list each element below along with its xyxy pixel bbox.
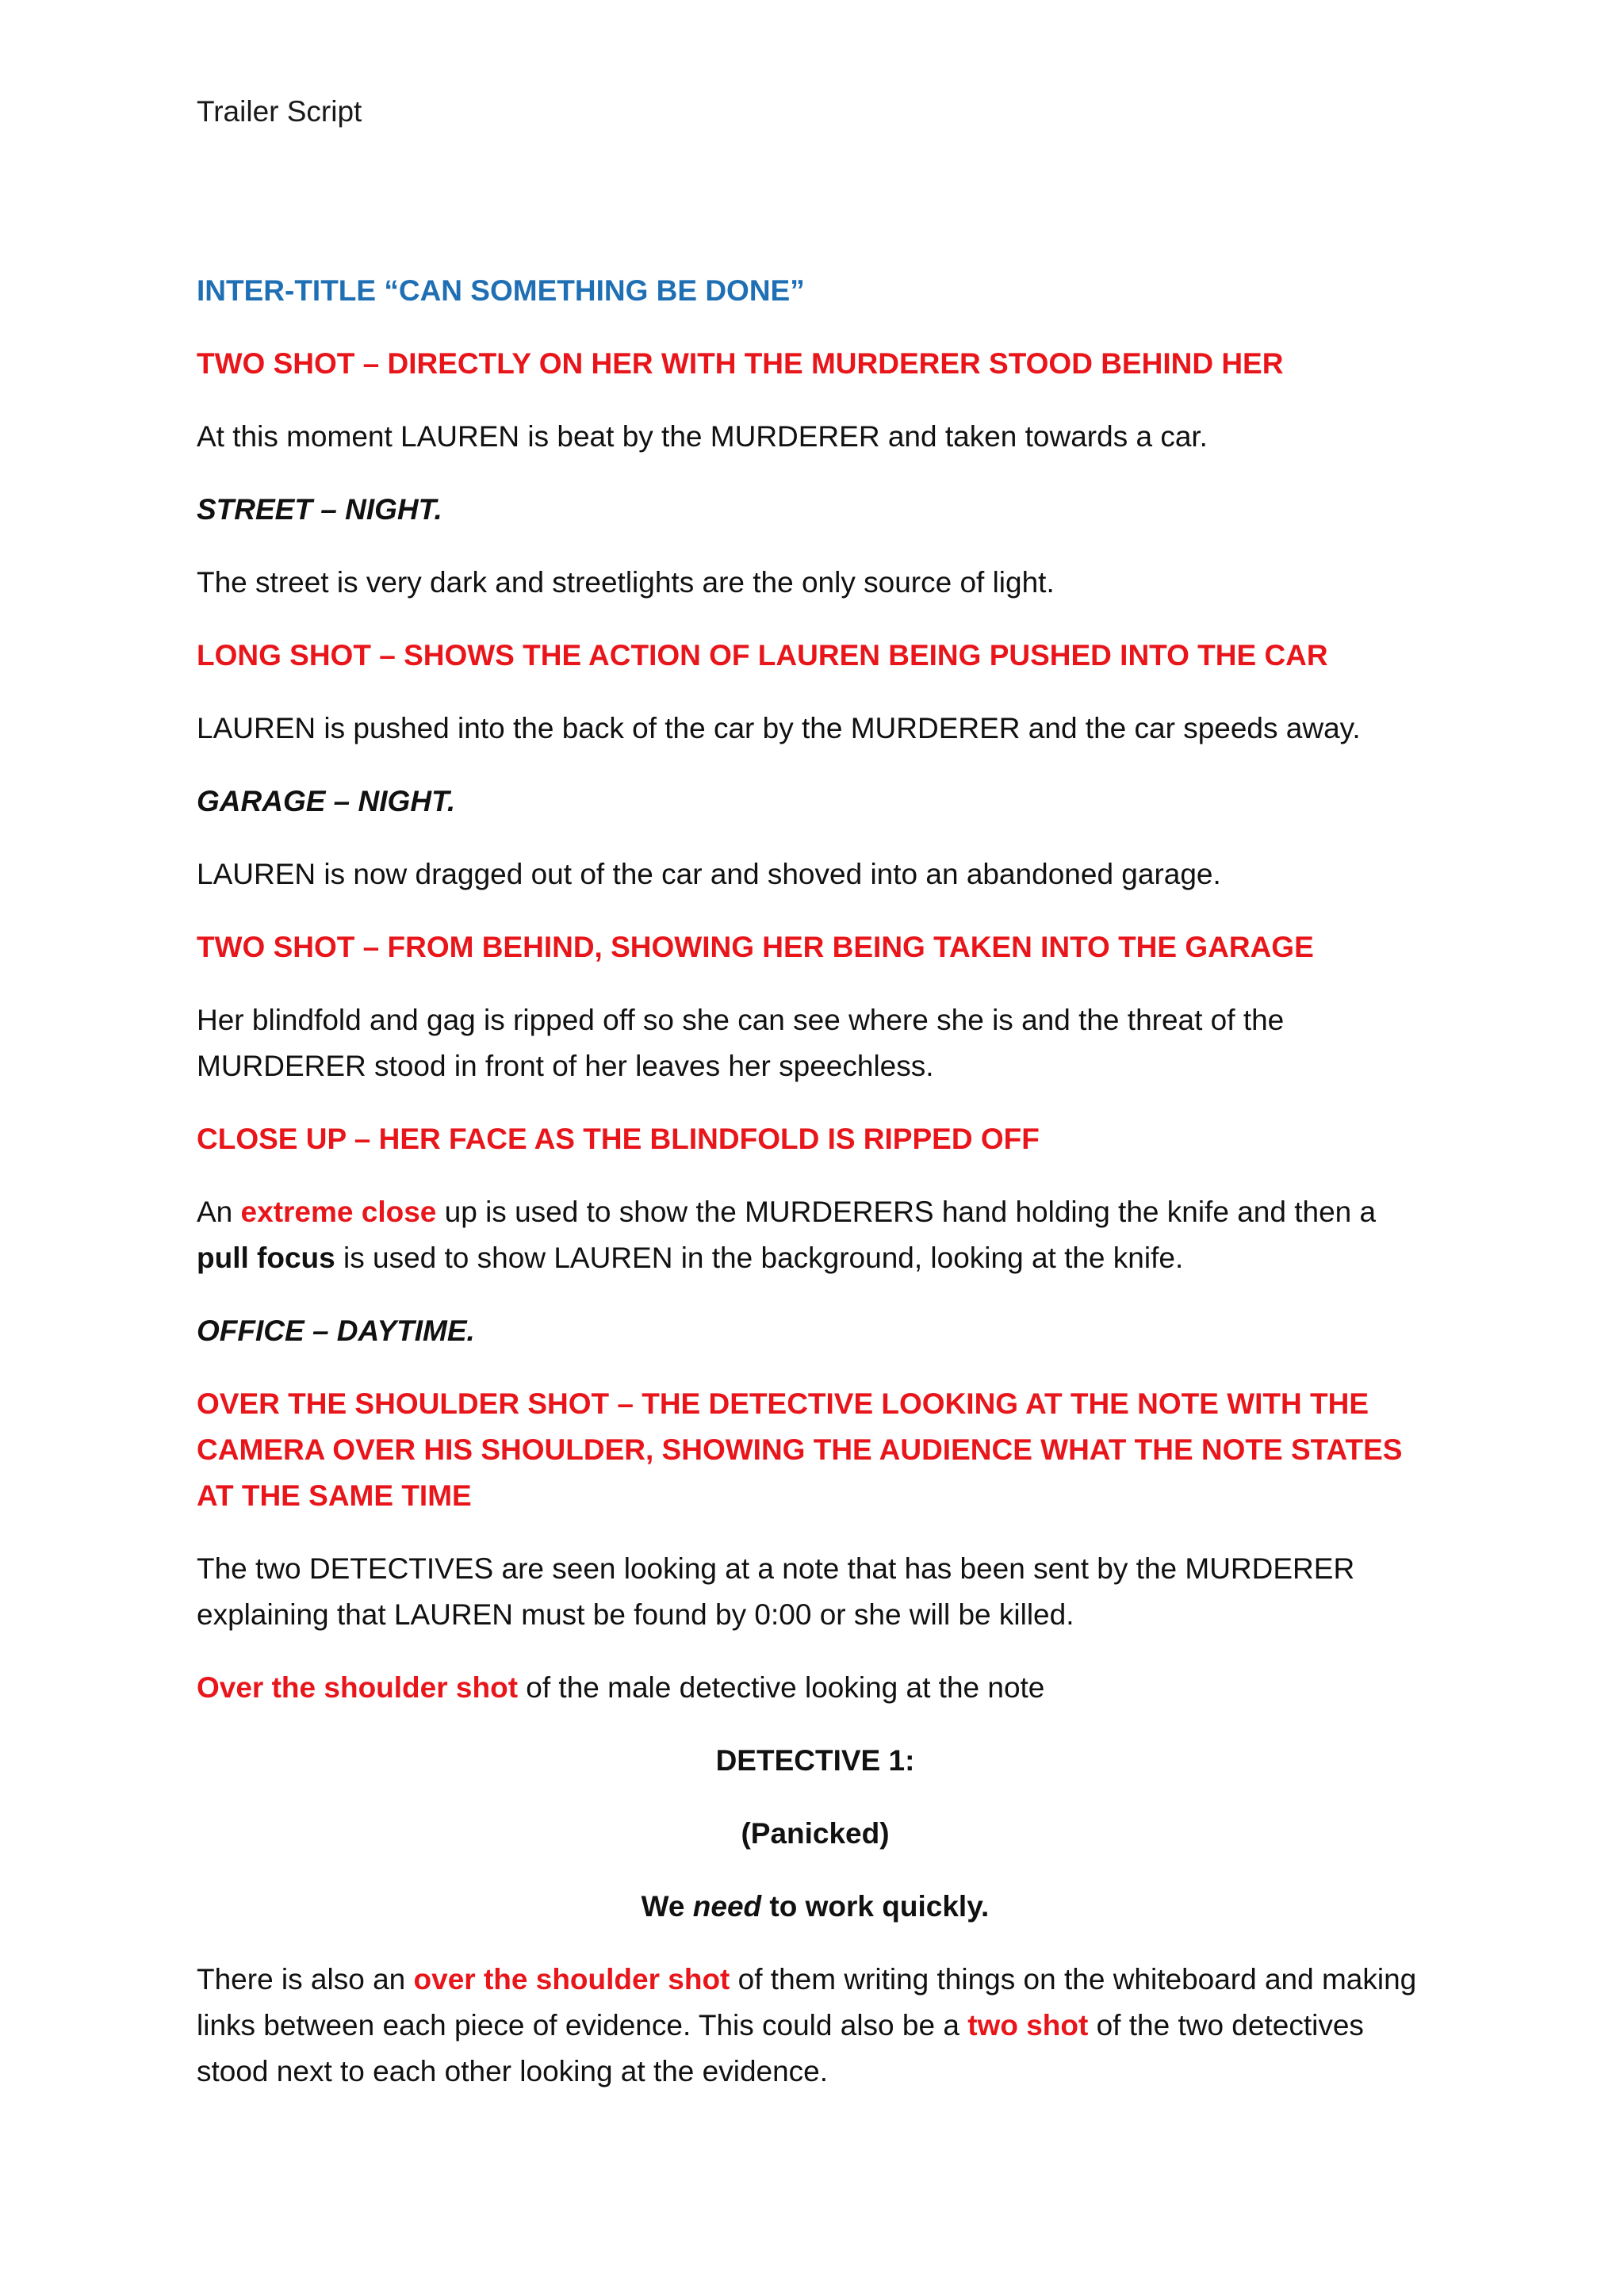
shot-term: over the shoulder shot [413, 1963, 730, 1996]
action-text: LAUREN is now dragged out of the car and shoved into an abandoned garage. [197, 858, 1221, 890]
scene-heading: OFFICE – DAYTIME. [197, 1314, 475, 1347]
parenthetical: (Panicked) [741, 1817, 890, 1850]
text-run: is used to show LAUREN in the background, looking at the knife. [335, 1242, 1184, 1274]
action-text [197, 1189, 1434, 1281]
shot-direction: CLOSE UP – HER FACE AS THE BLINDFOLD IS RIPPED OFF [197, 1123, 1040, 1155]
text-run: of the male detective looking at the note [518, 1671, 1045, 1704]
shot-direction: TWO SHOT – DIRECTLY ON HER WITH THE MURDERER STOOD BEHIND HER [197, 347, 1284, 380]
shot-term: two shot [967, 2009, 1089, 2042]
action-text: At this moment LAUREN is beat by the MURDERER and taken towards a car. [197, 420, 1208, 453]
action-text: Her blindfold and gag is ripped off so she can see where she is and the threat of the MURDERER stood in front of her leaves her speechless. [197, 1004, 1285, 1082]
scene-heading: STREET – NIGHT. [197, 493, 442, 526]
action-text: The street is very dark and streetlights are the only source of light. [197, 566, 1055, 599]
scene-heading: GARAGE – NIGHT. [197, 785, 456, 817]
text-run: of them writing things on the whiteboard and making links between each piece of evidence. This could also be a [197, 1963, 1417, 2042]
text-run: There is also an [197, 1963, 414, 1996]
text-run: We [641, 1890, 693, 1923]
text-run: An [197, 1196, 241, 1228]
character-name: DETECTIVE 1: [715, 1744, 915, 1777]
action-text: LAUREN is pushed into the back of the car by the MURDERER and the car speeds away. [197, 712, 1361, 744]
action-text [197, 1665, 1434, 1711]
shot-direction: OVER THE SHOULDER SHOT – THE DETECTIVE LOOKING AT THE NOTE WITH THE CAMERA OVER HIS SHOULDER, SHOWING THE AUDIENCE WHAT THE NOTE STATES AT THE SAME TIME [197, 1387, 1403, 1512]
emphasis: need [692, 1890, 762, 1923]
action-text: The two DETECTIVES are seen looking at a note that has been sent by the MURDERER explaining that LAUREN must be found by 0:00 or she will be killed. [197, 1552, 1355, 1631]
shot-direction: LONG SHOT – SHOWS THE ACTION OF LAUREN BEING PUSHED INTO THE CAR [197, 639, 1328, 672]
action-text [197, 1957, 1434, 2095]
shot-direction: TWO SHOT – FROM BEHIND, SHOWING HER BEING TAKEN INTO THE GARAGE [197, 931, 1314, 963]
page-header: Trailer Script [197, 95, 362, 128]
dialogue [197, 1884, 1434, 1930]
shot-term: Over the shoulder shot [197, 1671, 519, 1704]
text-run: of the two detectives stood next to each other looking at the evidence. [197, 2009, 1364, 2087]
text-run: to work quickly. [761, 1890, 990, 1923]
inter-title: INTER-TITLE “CAN SOMETHING BE DONE” [197, 274, 805, 307]
shot-term: extreme close [240, 1196, 437, 1228]
text-run: up is used to show the MURDERERS hand holding the knife and then a [436, 1196, 1377, 1228]
shot-term: pull focus [197, 1242, 335, 1274]
script-body [197, 268, 1434, 2122]
